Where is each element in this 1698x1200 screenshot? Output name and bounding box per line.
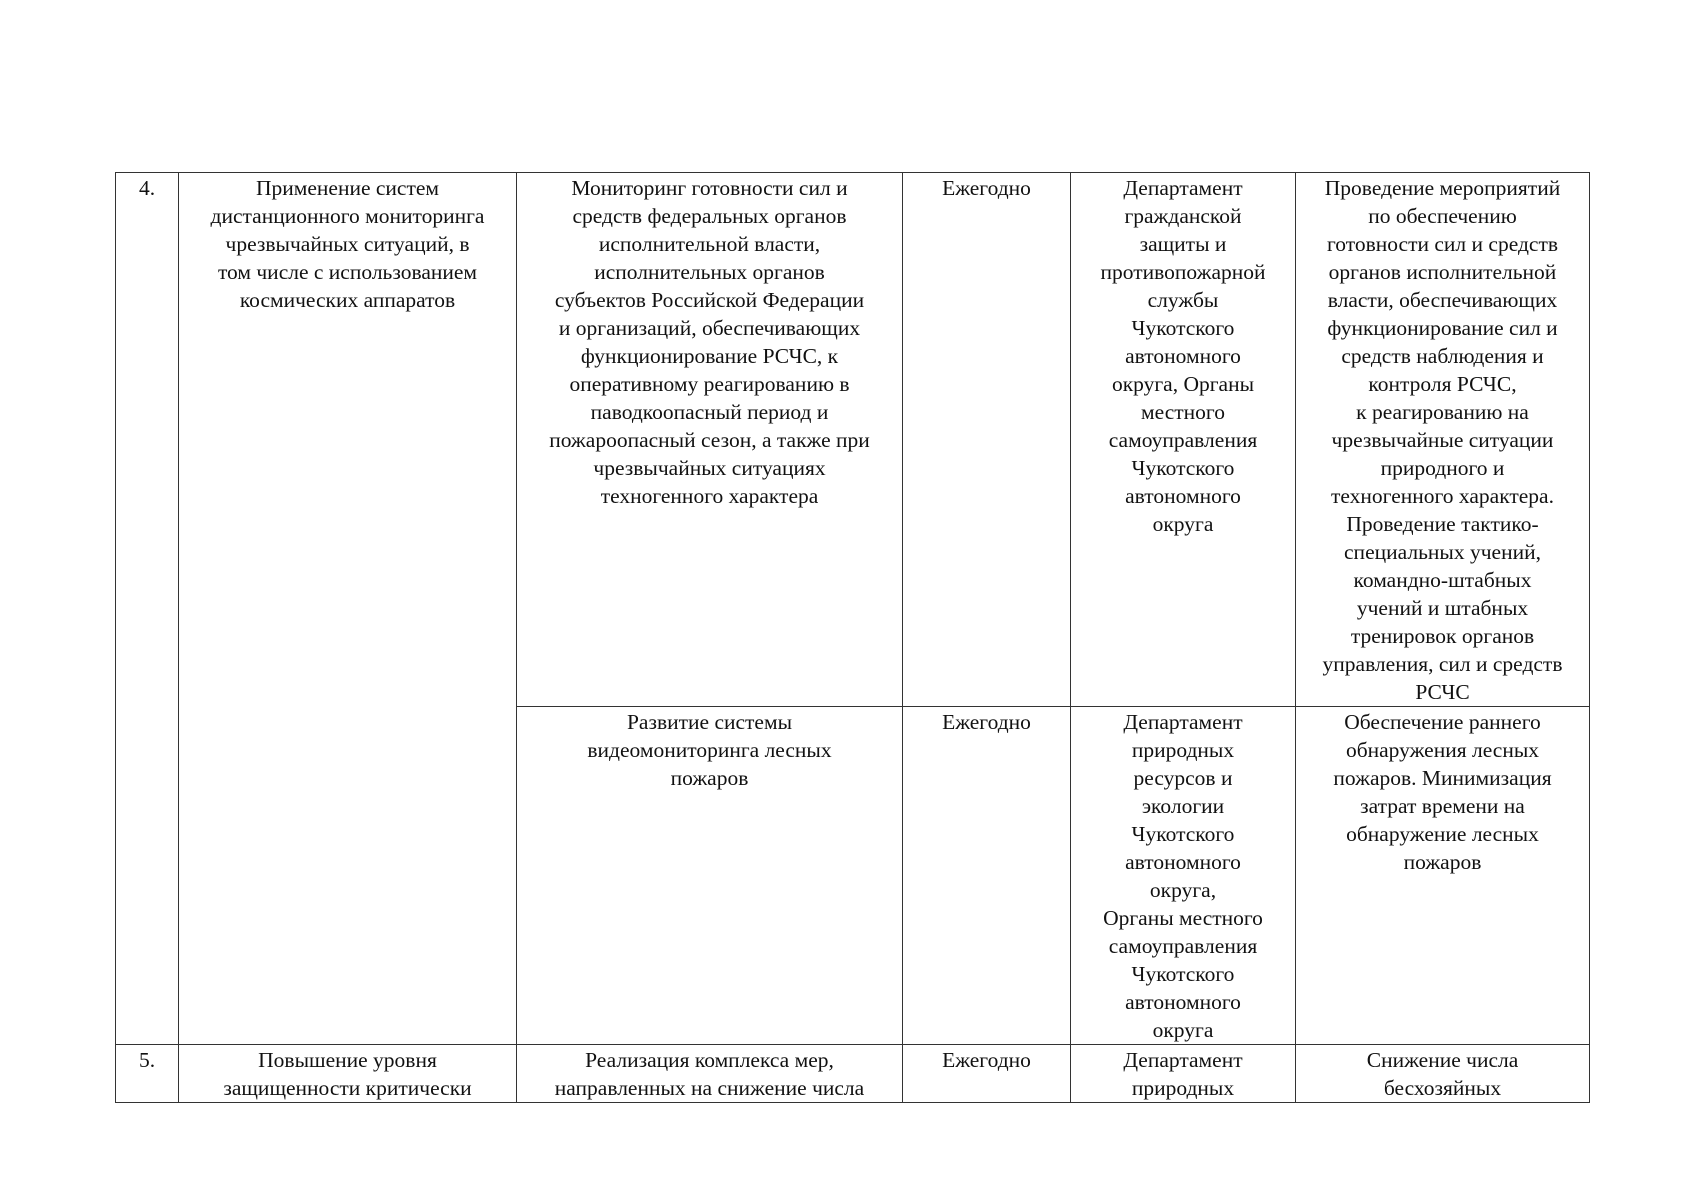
activity-cell: Повышение уровня защищенности критически (179, 1045, 517, 1103)
table-row (116, 173, 1590, 707)
measure-cell: Реализация комплекса мер, направленных на снижение числа (517, 1045, 903, 1103)
result-cell: Проведение мероприятий по обеспечению готовности сил и средств органов исполнительной власти, обеспечивающих функционирование сил и средств наблюдения и контроля РСЧС, к реагированию на чрезвычайные ситуации природного и техногенного характера. Проведение тактико- специальных учений, командно-штабных учений и штабных тренировок органов управления, сил и средств РСЧС (1296, 173, 1590, 707)
executor-cell: Департамент природных (1071, 1045, 1296, 1103)
executor-cell: Департамент гражданской защиты и противопожарной службы Чукотского автономного округа, Органы местного самоуправления Чукотского автономного округа (1071, 173, 1296, 707)
period-cell: Ежегодно (903, 1045, 1071, 1103)
period-cell: Ежегодно (903, 707, 1071, 1045)
period-cell: Ежегодно (903, 173, 1071, 707)
measures-table (115, 172, 1590, 1103)
table-row (116, 1045, 1590, 1103)
result-cell: Обеспечение раннего обнаружения лесных пожаров. Минимизация затрат времени на обнаружение лесных пожаров (1296, 707, 1590, 1045)
result-cell: Снижение числа бесхозяйных (1296, 1045, 1590, 1103)
executor-cell: Департамент природных ресурсов и экологии Чукотского автономного округа, Органы местного самоуправления Чукотского автономного округа (1071, 707, 1296, 1045)
row-number: 4. (116, 173, 179, 1045)
activity-cell: Применение систем дистанционного мониторинга чрезвычайных ситуаций, в том числе с использованием космических аппаратов (179, 173, 517, 1045)
measure-cell: Развитие системы видеомониторинга лесных пожаров (517, 707, 903, 1045)
row-number: 5. (116, 1045, 179, 1103)
measure-cell: Мониторинг готовности сил и средств федеральных органов исполнительной власти, исполнительных органов субъектов Российской Федерации и организаций, обеспечивающих функционирование РСЧС, к оперативному реагированию в паводкоопасный период и пожароопасный сезон, а также при чрезвычайных ситуациях техногенного характера (517, 173, 903, 707)
